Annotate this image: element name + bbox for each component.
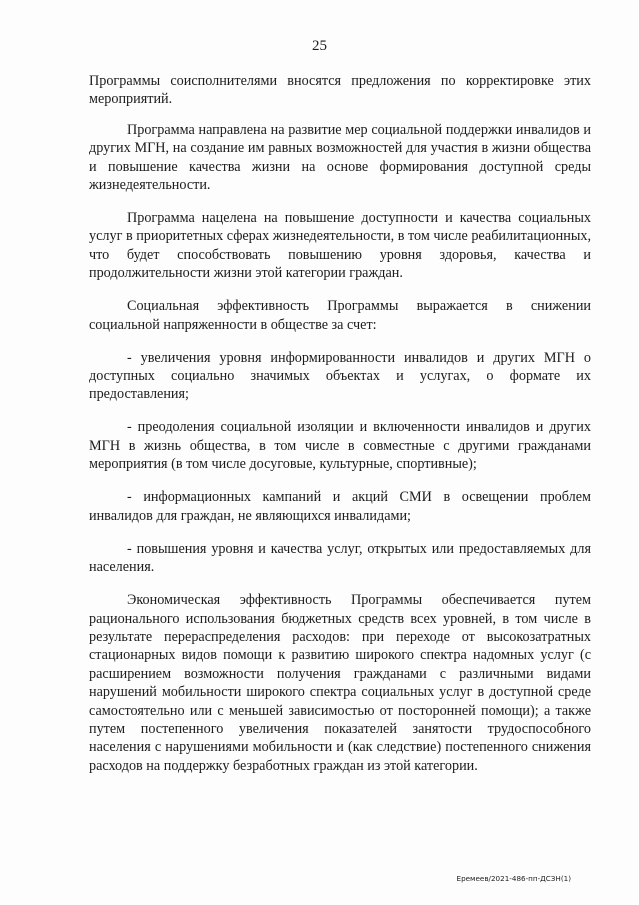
list-item-awareness: - увеличения уровня информированности инвалидов и других МГН о доступных социально значимых объектах и услугах, о формате их предоставления; xyxy=(89,349,591,403)
page-number: 25 xyxy=(312,38,327,54)
paragraph-social-efficiency: Социальная эффективность Программы выражается в снижении социальной напряженности в обществе за счет: xyxy=(89,298,591,333)
document-body xyxy=(89,72,591,790)
paragraph-economic-efficiency: Экономическая эффективность Программы обеспечивается путем рационального использования бюджетных средств всех уровней, в том числе в результате перераспределения расходов: при переходе от высокозатратных стационарных видов помощи к развитию широкого спектра надомных услуг (с расширением возможности получения гражданами с различными видами нарушений мобильности широкого спектра социальных услуг в доступной среде самостоятельно или с меньшей зависимостью от посторонней помощи); а также путем постепенного увеличения показателей занятости трудоспособного населения с нарушениями мобильности и (как следствие) постепенного снижения расходов на поддержку безработных граждан из этой категории. xyxy=(89,592,591,774)
list-item-service-quality: - повышения уровня и качества услуг, открытых или предоставляемых для населения. xyxy=(89,540,591,576)
footer-document-reference: Еремеев/2021-486-пп-ДСЗН(1) xyxy=(456,874,571,883)
paragraph-program-aim: Программа нацелена на повышение доступности и качества социальных услуг в приоритетных сферах жизнедеятельности, в том числе реабилитационных, что будет способствовать повышению уровня здоровья, качества и продолжительности жизни этой категории граждан. xyxy=(89,210,591,282)
paragraph-continuation: Программы соисполнителями вносятся предложения по корректировке этих мероприятий. xyxy=(89,73,591,108)
list-item-isolation: - преодоления социальной изоляции и включенности инвалидов и других МГН в жизнь общества, в том числе в совместные с другими гражданами мероприятия (в том числе досуговые, культурные, спортивные); xyxy=(89,419,591,473)
paragraph-program-goal: Программа направлена на развитие мер социальной поддержки инвалидов и других МГН, на создание им равных возможностей для участия в жизни общества и повышение качества жизни на основе формирования доступной среды жизнедеятельности. xyxy=(89,121,591,194)
list-item-media-campaigns: - информационных кампаний и акций СМИ в освещении проблем инвалидов для граждан, не являющихся инвалидами; xyxy=(89,489,591,524)
